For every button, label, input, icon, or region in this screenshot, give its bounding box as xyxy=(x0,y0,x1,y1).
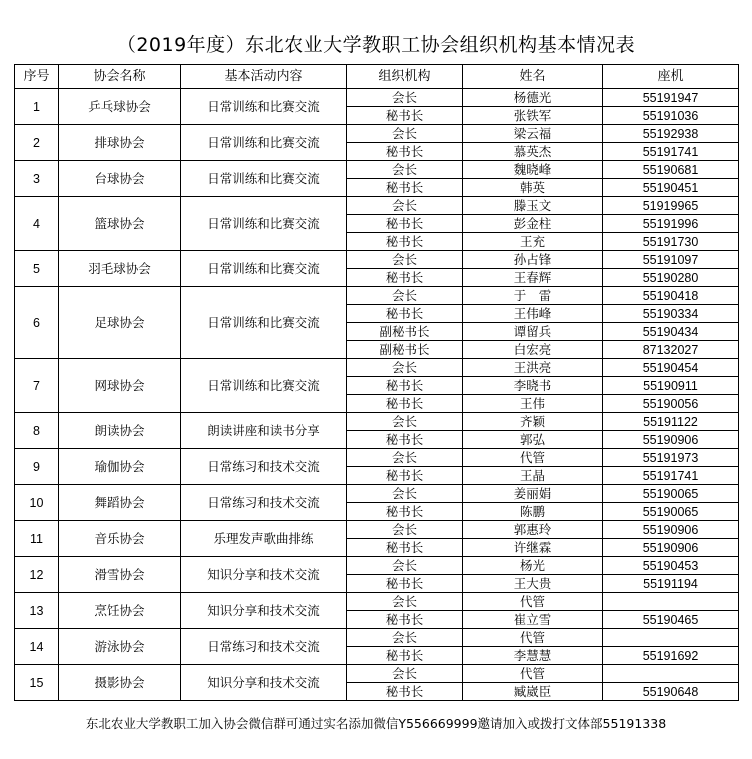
table-row xyxy=(15,251,739,269)
table-row xyxy=(15,359,739,377)
association-name-cell: 乒乓球协会 xyxy=(59,89,181,125)
header-phone: 座机 xyxy=(603,65,739,89)
role-cell: 会长 xyxy=(347,629,463,647)
member-name-cell: 代管 xyxy=(463,593,603,611)
role-cell: 会长 xyxy=(347,449,463,467)
association-name-cell: 烹饪协会 xyxy=(59,593,181,629)
seq-cell: 5 xyxy=(15,251,59,287)
phone-cell: 55191097 xyxy=(603,251,739,269)
activity-cell: 日常练习和技术交流 xyxy=(181,449,347,485)
phone-cell: 55192938 xyxy=(603,125,739,143)
member-name-cell: 王大贵 xyxy=(463,575,603,593)
seq-cell: 7 xyxy=(15,359,59,413)
member-name-cell: 臧崴臣 xyxy=(463,683,603,701)
member-name-cell: 杨光 xyxy=(463,557,603,575)
role-cell: 秘书长 xyxy=(347,233,463,251)
activity-cell: 日常训练和比赛交流 xyxy=(181,89,347,125)
phone-cell: 55190451 xyxy=(603,179,739,197)
seq-cell: 15 xyxy=(15,665,59,701)
role-cell: 副秘书长 xyxy=(347,341,463,359)
role-cell: 秘书长 xyxy=(347,377,463,395)
member-name-cell: 王伟 xyxy=(463,395,603,413)
table-row xyxy=(15,287,739,305)
activity-cell: 日常训练和比赛交流 xyxy=(181,287,347,359)
seq-cell: 10 xyxy=(15,485,59,521)
member-name-cell: 王伟峰 xyxy=(463,305,603,323)
member-name-cell: 崔立雪 xyxy=(463,611,603,629)
header-seq: 序号 xyxy=(15,65,59,89)
role-cell: 秘书长 xyxy=(347,269,463,287)
role-cell: 秘书长 xyxy=(347,575,463,593)
role-cell: 会长 xyxy=(347,485,463,503)
table-header-row xyxy=(15,65,739,89)
role-cell: 会长 xyxy=(347,89,463,107)
association-name-cell: 朗读协会 xyxy=(59,413,181,449)
phone-cell: 55190065 xyxy=(603,503,739,521)
role-cell: 会长 xyxy=(347,251,463,269)
phone-cell xyxy=(603,593,739,611)
role-cell: 秘书长 xyxy=(347,395,463,413)
role-cell: 会长 xyxy=(347,557,463,575)
phone-cell: 55190056 xyxy=(603,395,739,413)
member-name-cell: 王洪亮 xyxy=(463,359,603,377)
activity-cell: 乐理发声歌曲排练 xyxy=(181,521,347,557)
association-table xyxy=(14,64,739,701)
member-name-cell: 郭惠玲 xyxy=(463,521,603,539)
activity-cell: 知识分享和技术交流 xyxy=(181,593,347,629)
phone-cell: 55191122 xyxy=(603,413,739,431)
seq-cell: 14 xyxy=(15,629,59,665)
activity-cell: 日常训练和比赛交流 xyxy=(181,125,347,161)
member-name-cell: 许继霖 xyxy=(463,539,603,557)
table-row xyxy=(15,197,739,215)
activity-cell: 朗读讲座和读书分享 xyxy=(181,413,347,449)
member-name-cell: 魏晓峰 xyxy=(463,161,603,179)
activity-cell: 日常训练和比赛交流 xyxy=(181,251,347,287)
member-name-cell: 王春辉 xyxy=(463,269,603,287)
member-name-cell: 彭金柱 xyxy=(463,215,603,233)
table-row xyxy=(15,125,739,143)
phone-cell: 55190906 xyxy=(603,521,739,539)
phone-cell: 87132027 xyxy=(603,341,739,359)
role-cell: 秘书长 xyxy=(347,107,463,125)
header-activity: 基本活动内容 xyxy=(181,65,347,89)
member-name-cell: 张铁军 xyxy=(463,107,603,125)
phone-cell xyxy=(603,665,739,683)
phone-cell: 55190906 xyxy=(603,431,739,449)
phone-cell: 51919965 xyxy=(603,197,739,215)
member-name-cell: 慕英杰 xyxy=(463,143,603,161)
table-row xyxy=(15,161,739,179)
role-cell: 会长 xyxy=(347,359,463,377)
role-cell: 秘书长 xyxy=(347,431,463,449)
phone-cell: 55190648 xyxy=(603,683,739,701)
member-name-cell: 梁云福 xyxy=(463,125,603,143)
member-name-cell: 代管 xyxy=(463,665,603,683)
table-row xyxy=(15,485,739,503)
table-row xyxy=(15,413,739,431)
association-name-cell: 羽毛球协会 xyxy=(59,251,181,287)
member-name-cell: 王充 xyxy=(463,233,603,251)
phone-cell: 55191741 xyxy=(603,467,739,485)
association-name-cell: 游泳协会 xyxy=(59,629,181,665)
phone-cell: 55190434 xyxy=(603,323,739,341)
phone-cell: 55190280 xyxy=(603,269,739,287)
member-name-cell: 李晓书 xyxy=(463,377,603,395)
role-cell: 秘书长 xyxy=(347,467,463,485)
role-cell: 秘书长 xyxy=(347,539,463,557)
seq-cell: 6 xyxy=(15,287,59,359)
phone-cell: 55190418 xyxy=(603,287,739,305)
association-name-cell: 台球协会 xyxy=(59,161,181,197)
table-row xyxy=(15,557,739,575)
member-name-cell: 姜丽娟 xyxy=(463,485,603,503)
phone-cell: 55190453 xyxy=(603,557,739,575)
page-title: （2019年度）东北农业大学教职工协会组织机构基本情况表 xyxy=(116,34,636,56)
role-cell: 秘书长 xyxy=(347,647,463,665)
seq-cell: 11 xyxy=(15,521,59,557)
association-name-cell: 足球协会 xyxy=(59,287,181,359)
seq-cell: 3 xyxy=(15,161,59,197)
role-cell: 副秘书长 xyxy=(347,323,463,341)
role-cell: 秘书长 xyxy=(347,683,463,701)
activity-cell: 日常练习和技术交流 xyxy=(181,629,347,665)
activity-cell: 日常训练和比赛交流 xyxy=(181,161,347,197)
role-cell: 会长 xyxy=(347,593,463,611)
role-cell: 会长 xyxy=(347,197,463,215)
association-name-cell: 排球协会 xyxy=(59,125,181,161)
role-cell: 秘书长 xyxy=(347,503,463,521)
role-cell: 秘书长 xyxy=(347,611,463,629)
table-row xyxy=(15,665,739,683)
association-name-cell: 音乐协会 xyxy=(59,521,181,557)
phone-cell: 55191996 xyxy=(603,215,739,233)
activity-cell: 知识分享和技术交流 xyxy=(181,557,347,593)
role-cell: 会长 xyxy=(347,125,463,143)
table-body xyxy=(15,89,739,701)
seq-cell: 8 xyxy=(15,413,59,449)
header-assoc: 协会名称 xyxy=(59,65,181,89)
member-name-cell: 白宏亮 xyxy=(463,341,603,359)
association-name-cell: 舞蹈协会 xyxy=(59,485,181,521)
phone-cell: 55191973 xyxy=(603,449,739,467)
member-name-cell: 滕玉文 xyxy=(463,197,603,215)
role-cell: 秘书长 xyxy=(347,179,463,197)
role-cell: 秘书长 xyxy=(347,143,463,161)
association-name-cell: 摄影协会 xyxy=(59,665,181,701)
role-cell: 会长 xyxy=(347,413,463,431)
table-row xyxy=(15,629,739,647)
phone-cell: 55191692 xyxy=(603,647,739,665)
activity-cell: 知识分享和技术交流 xyxy=(181,665,347,701)
association-name-cell: 篮球协会 xyxy=(59,197,181,251)
association-name-cell: 滑雪协会 xyxy=(59,557,181,593)
member-name-cell: 齐颖 xyxy=(463,413,603,431)
table-row xyxy=(15,593,739,611)
phone-cell: 55190681 xyxy=(603,161,739,179)
phone-cell: 55191036 xyxy=(603,107,739,125)
seq-cell: 9 xyxy=(15,449,59,485)
member-name-cell: 代管 xyxy=(463,449,603,467)
member-name-cell: 王晶 xyxy=(463,467,603,485)
activity-cell: 日常练习和技术交流 xyxy=(181,485,347,521)
activity-cell: 日常训练和比赛交流 xyxy=(181,359,347,413)
phone-cell: 55190334 xyxy=(603,305,739,323)
role-cell: 会长 xyxy=(347,521,463,539)
member-name-cell: 李慧慧 xyxy=(463,647,603,665)
phone-cell: 55190911 xyxy=(603,377,739,395)
activity-cell: 日常训练和比赛交流 xyxy=(181,197,347,251)
member-name-cell: 陈鹏 xyxy=(463,503,603,521)
phone-cell: 55191741 xyxy=(603,143,739,161)
association-name-cell: 网球协会 xyxy=(59,359,181,413)
table-row xyxy=(15,449,739,467)
table-row xyxy=(15,89,739,107)
member-name-cell: 于 雷 xyxy=(463,287,603,305)
role-cell: 会长 xyxy=(347,665,463,683)
association-name-cell: 瑜伽协会 xyxy=(59,449,181,485)
phone-cell: 55190065 xyxy=(603,485,739,503)
member-name-cell: 孙占锋 xyxy=(463,251,603,269)
member-name-cell: 韩英 xyxy=(463,179,603,197)
member-name-cell: 谭留兵 xyxy=(463,323,603,341)
member-name-cell: 代管 xyxy=(463,629,603,647)
header-org: 组织机构 xyxy=(347,65,463,89)
role-cell: 秘书长 xyxy=(347,215,463,233)
seq-cell: 12 xyxy=(15,557,59,593)
phone-cell: 55191947 xyxy=(603,89,739,107)
seq-cell: 4 xyxy=(15,197,59,251)
table-row xyxy=(15,521,739,539)
role-cell: 秘书长 xyxy=(347,305,463,323)
seq-cell: 2 xyxy=(15,125,59,161)
member-name-cell: 杨德光 xyxy=(463,89,603,107)
role-cell: 会长 xyxy=(347,161,463,179)
seq-cell: 13 xyxy=(15,593,59,629)
seq-cell: 1 xyxy=(15,89,59,125)
phone-cell: 55190906 xyxy=(603,539,739,557)
phone-cell: 55190465 xyxy=(603,611,739,629)
phone-cell xyxy=(603,629,739,647)
role-cell: 会长 xyxy=(347,287,463,305)
phone-cell: 55191194 xyxy=(603,575,739,593)
member-name-cell: 郭弘 xyxy=(463,431,603,449)
footer-note: 东北农业大学教职工加入协会微信群可通过实名添加微信Y556669999邀请加入或拨打文体部55191338 xyxy=(85,716,667,731)
header-name: 姓名 xyxy=(463,65,603,89)
phone-cell: 55190454 xyxy=(603,359,739,377)
phone-cell: 55191730 xyxy=(603,233,739,251)
